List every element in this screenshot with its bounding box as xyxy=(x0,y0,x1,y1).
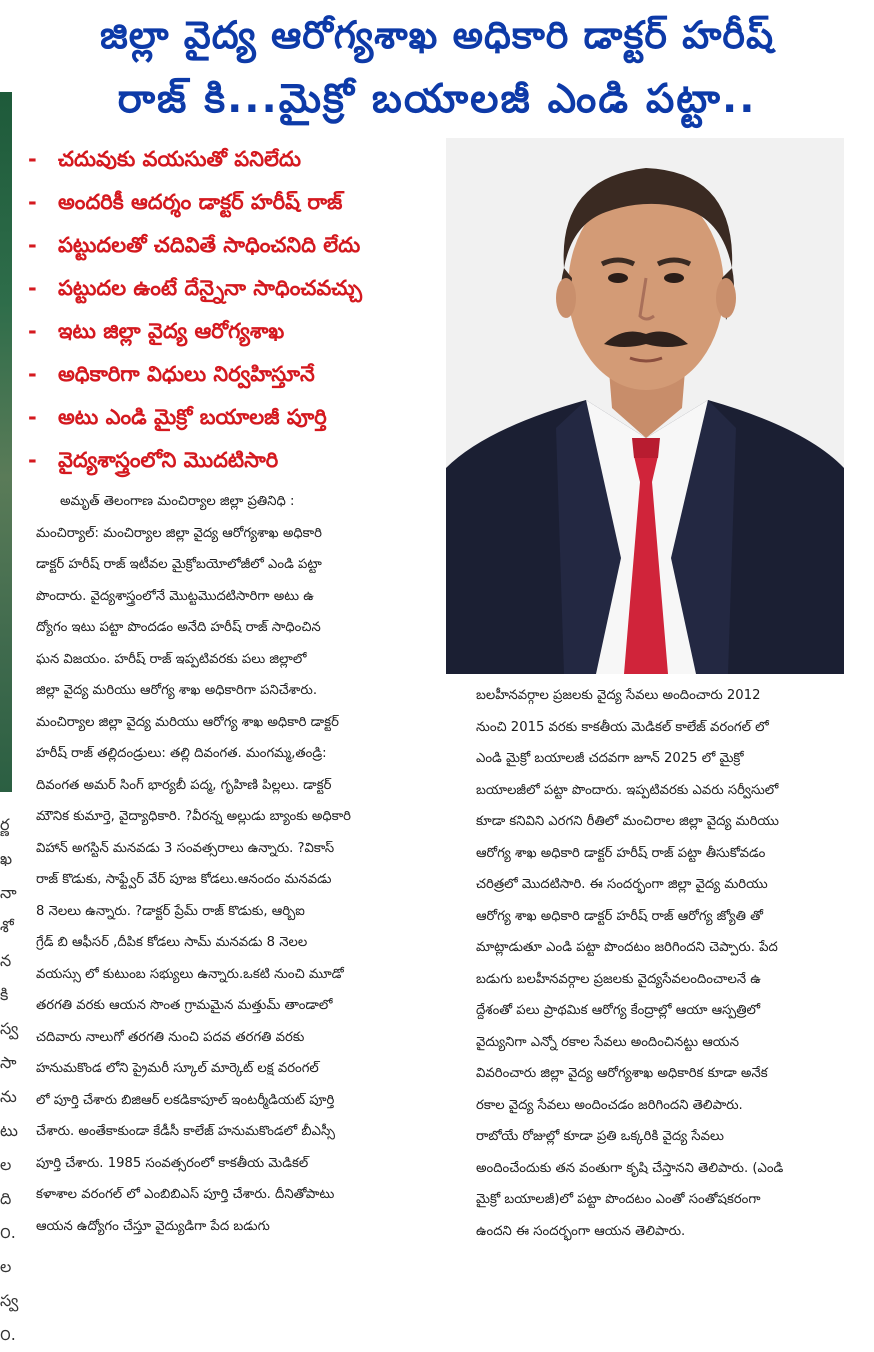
highlight-bullet-list xyxy=(28,138,458,482)
body-text-line: ఎండి మైక్రో బయాలజీ చదవగా జూన్ 2025 లో మైక్రో xyxy=(476,751,744,766)
body-text-line: హరీష్ రాజ్ తల్లిదండ్రులు: తల్లి దివంగత. మంగమ్మ,తండ్రి: xyxy=(36,746,327,761)
body-text-line: మైక్రో బయాలజీ)లో పట్టా పొందటం ఎంతో సంతోషకరంగా xyxy=(476,1192,761,1207)
headline-line-1: జిల్లా వైద్య ఆరోగ్యశాఖ అధికారి డాక్టర్ హరీష్ xyxy=(99,13,775,57)
headline-line-2: రాజ్ కి...మైక్రో బయాలజీ ఎండి పట్టా.. xyxy=(117,76,757,122)
body-text-line: వైద్యునిగా ఎన్నో రకాల సేవలు అందించినట్టు ఆయన xyxy=(476,1034,739,1050)
body-text-line: పొందారు. వైద్యశాస్త్రంలోనే మొట్టమొదటిసారిగా అటు ఉ xyxy=(36,588,314,604)
body-text-line: కూడా కనివిని ఎరగని రీతిలో మంచిరాల జిల్లా వైద్య మరియు xyxy=(476,814,779,829)
fragment-line: శో xyxy=(0,917,14,936)
bullet-text: వైద్యశాస్త్రంలోని మొదటిసారి xyxy=(58,448,279,472)
body-text-line: హనుమకొండ లోని ప్రైమరీ స్కూల్ మార్కెట్ లక్ష వరంగల్ xyxy=(36,1061,319,1076)
article-body-left-column xyxy=(36,486,440,1242)
body-text-line: చదివారు నాలుగో తరగతి నుంచి పదవ తరగతి వరకు xyxy=(36,1029,305,1045)
body-text-line: మంచిర్యాల జిల్లా వైద్య మరియు ఆరోగ్య శాఖ అధికారి డాక్టర్ xyxy=(36,714,339,730)
fragment-line: ర్ణ xyxy=(0,815,10,834)
body-text-line: ఆరోగ్య శాఖ అధికారి డాక్టర్ హరీష్ రాజ్ పట్టా తీసుకోవడం xyxy=(476,845,766,861)
body-text-line: ఘన విజయం. హరీష్ రాజ్ ఇప్పటివరకు పలు జిల్లాలో xyxy=(36,651,307,667)
headline xyxy=(0,4,874,132)
body-text-line: అమృత్ తెలంగాణ మంచిర్యాల జిల్లా ప్రతినిధి : xyxy=(60,494,295,509)
body-text-line: బయాలజీలో పట్టా పొందారు. ఇప్పటివరకు ఎవరు సర్వీసులో xyxy=(476,782,779,798)
body-text-line: 8 నెలలు ఉన్నారు. ?డాక్టర్ ప్రేమ్ రాజ్ కొడుకు, ఆర్బిఐ xyxy=(36,903,305,919)
body-text-line: నుంచి 2015 వరకు కాకతీయ మెడికల్ కాలేజ్ వరంగల్ లో xyxy=(476,719,769,735)
bullet-text: అటు ఎండి మైక్రో బయాలజీ పూర్తి xyxy=(58,405,327,429)
bullet-text: చదువుకు వయసుతో పనిలేదు xyxy=(58,147,301,171)
body-text-line: పూర్తి చేశారు. 1985 సంవత్సరంలో కాకతీయ మెడికల్ xyxy=(36,1155,309,1171)
body-text-line: మాట్లాడుతూ ఎండి పట్టా పొందటం జరిగిందని చెప్పారు. పేద xyxy=(476,940,778,955)
bullet-dash: - xyxy=(28,362,37,386)
fragment-line: ది xyxy=(0,1189,12,1208)
fragment-line: టు xyxy=(0,1121,18,1140)
bullet-dash: - xyxy=(28,276,37,300)
fragment-line: న xyxy=(0,951,12,970)
article-body-right-column xyxy=(476,680,848,1247)
body-text-line: విహాన్ అగస్టిన్ మనవడు 3 సంవత్సరాలు ఉన్నారు. ?వికాస్ xyxy=(36,840,335,856)
fragment-line: ౦. xyxy=(0,1223,16,1242)
body-text-line: ఆరోగ్య శాఖ అధికారి డాక్టర్ హరీష్ రాజ్ ఆరోగ్య జ్యోతి తో xyxy=(476,908,763,924)
body-text-line: చేశారు. అంతేకాకుండా కేడీసీ కాలేజ్ హనుమకొండలో బీఎస్సీ xyxy=(36,1124,335,1139)
body-text-line: మంచిర్యాల్: మంచిర్యాల జిల్లా వైద్య ఆరోగ్యశాఖ అధికారి xyxy=(36,525,322,541)
bullet-dash: - xyxy=(28,405,37,429)
body-text-line: తరగతి వరకు ఆయన సొంత గ్రామమైన మత్తుమ్ తాండాలో xyxy=(36,998,333,1013)
fragment-line: ౦. xyxy=(0,1325,16,1344)
body-text-line: అందించేందుకు తన వంతుగా కృషి చేస్తానని తెలిపారు. (ఎండి xyxy=(476,1160,784,1176)
bullet-dash: - xyxy=(28,147,37,171)
bullet-text: పట్టుదలతో చదివితే సాధించనిది లేదు xyxy=(58,233,361,257)
body-text-line: ద్దేశంతో పలు ప్రాథమిక ఆరోగ్య కేంద్రాల్లో ఆయా ఆస్పత్రిలో xyxy=(476,1003,761,1018)
bullet-text: ఇటు జిల్లా వైద్య ఆరోగ్యశాఖ xyxy=(58,319,285,343)
fragment-line: ను xyxy=(0,1087,17,1106)
bullet-item xyxy=(28,138,458,181)
body-text-line: బడుగు బలహీనవర్గాల ప్రజలకు వైద్యసేవలందించాలనే ఉ xyxy=(476,971,761,987)
bullet-dash: - xyxy=(28,233,37,257)
bullet-dash: - xyxy=(28,448,37,472)
bullet-text: పట్టుదల ఉంటే దేన్నైనా సాధించవచ్చు xyxy=(58,276,363,300)
bullet-item xyxy=(28,439,458,482)
fragment-line: నా xyxy=(0,883,17,902)
fragment-line: స్వ xyxy=(0,1291,19,1310)
fragment-line: ల xyxy=(0,1155,12,1174)
body-text-line: లో పూర్తి చేశారు బిజిఆర్ లకడికాపూల్ ఇంటర్మీడియట్ పూర్తి xyxy=(36,1092,335,1108)
body-text-line: రాజ్ కొడుకు, సాఫ్ట్వేర్ వేర్ పూజ కోడలు.ఆనందం మనవడు xyxy=(36,872,332,887)
body-text-line: ఉందని ఈ సందర్భంగా ఆయన తెలిపారు. xyxy=(476,1223,686,1239)
body-text-line: కళాశాల వరంగల్ లో ఎంబిబిఎస్ పూర్తి చేశారు. దీనితోపాటు xyxy=(36,1187,335,1202)
bullet-text: అధికారిగా విధులు నిర్వహిస్తూనే xyxy=(58,362,315,386)
adjacent-column-text-fragment xyxy=(0,808,19,1352)
body-text-line: డాక్టర్ హరీష్ రాజ్ ఇటీవల మైక్రోబయోలోజీలో ఎండి పట్టా xyxy=(36,557,322,572)
body-text-line: ద్యోగం ఇటు పట్టా పొందడం అనేది హరీష్ రాజ్ సాధించిన xyxy=(36,620,321,635)
body-text-line: దివంగత అమర్ సింగ్ భార్యబీ పద్మ, గృహిణి పిల్లలు. డాక్టర్ xyxy=(36,777,332,793)
portrait-illustration xyxy=(446,138,844,674)
body-text-line: వయస్సు లో కుటుంబ సభ్యులు ఉన్నారు.ఒకటి నుంచి మూడో xyxy=(36,966,344,982)
bullet-item xyxy=(28,224,458,267)
bullet-item xyxy=(28,267,458,310)
body-text-line: ఆయన ఉద్యోగం చేస్తూ వైద్యుడిగా పేద బడుగు xyxy=(36,1218,270,1234)
bullet-item xyxy=(28,353,458,396)
bullet-item xyxy=(28,310,458,353)
bullet-item xyxy=(28,396,458,439)
body-text-line: మౌనిక కుమార్తె, వైద్యాధికారి. ?వీరన్న అల్లుడు బ్యాంకు అధికారి xyxy=(36,809,351,824)
body-text-line: రాబోయే రోజుల్లో కూడా ప్రతి ఒక్కరికి వైద్య సేవలు xyxy=(476,1129,724,1144)
body-text-line: జిల్లా వైద్య మరియు ఆరోగ్య శాఖ అధికారిగా పనిచేశారు. xyxy=(36,683,318,698)
body-text-line: చరిత్రలో మొదటిసారి. ఈ సందర్భంగా జిల్లా వైద్య మరియు xyxy=(476,877,768,892)
body-text-line: రకాల వైద్య సేవలు అందించడం జరిగిందని తెలిపారు. xyxy=(476,1097,743,1113)
body-text-line: వివరించారు జిల్లా వైద్య ఆరోగ్యశాఖ అధికారిక కూడా అనేక xyxy=(476,1066,768,1081)
portrait-photo xyxy=(446,138,844,674)
adjacent-column-image-fragment xyxy=(0,92,12,792)
bullet-text: అందరికీ ఆదర్శం డాక్టర్ హరీష్ రాజ్ xyxy=(58,190,343,214)
fragment-line: కి xyxy=(0,985,9,1004)
fragment-line: ఖ xyxy=(0,849,13,868)
bullet-item xyxy=(28,181,458,224)
bullet-dash: - xyxy=(28,190,37,214)
body-text-line: బలహీనవర్గాల ప్రజలకు వైద్య సేవలు అందించారు 2012 xyxy=(476,688,761,703)
fragment-line: సా xyxy=(0,1053,17,1072)
fragment-line: ల xyxy=(0,1257,12,1276)
body-text-line: గ్రేడ్ బి ఆఫీసర్ ,దీపిక కోడలు సామ్ మనవడు 8 నెలల xyxy=(36,935,308,950)
fragment-line: స్వ xyxy=(0,1019,19,1038)
bullet-dash: - xyxy=(28,319,37,343)
